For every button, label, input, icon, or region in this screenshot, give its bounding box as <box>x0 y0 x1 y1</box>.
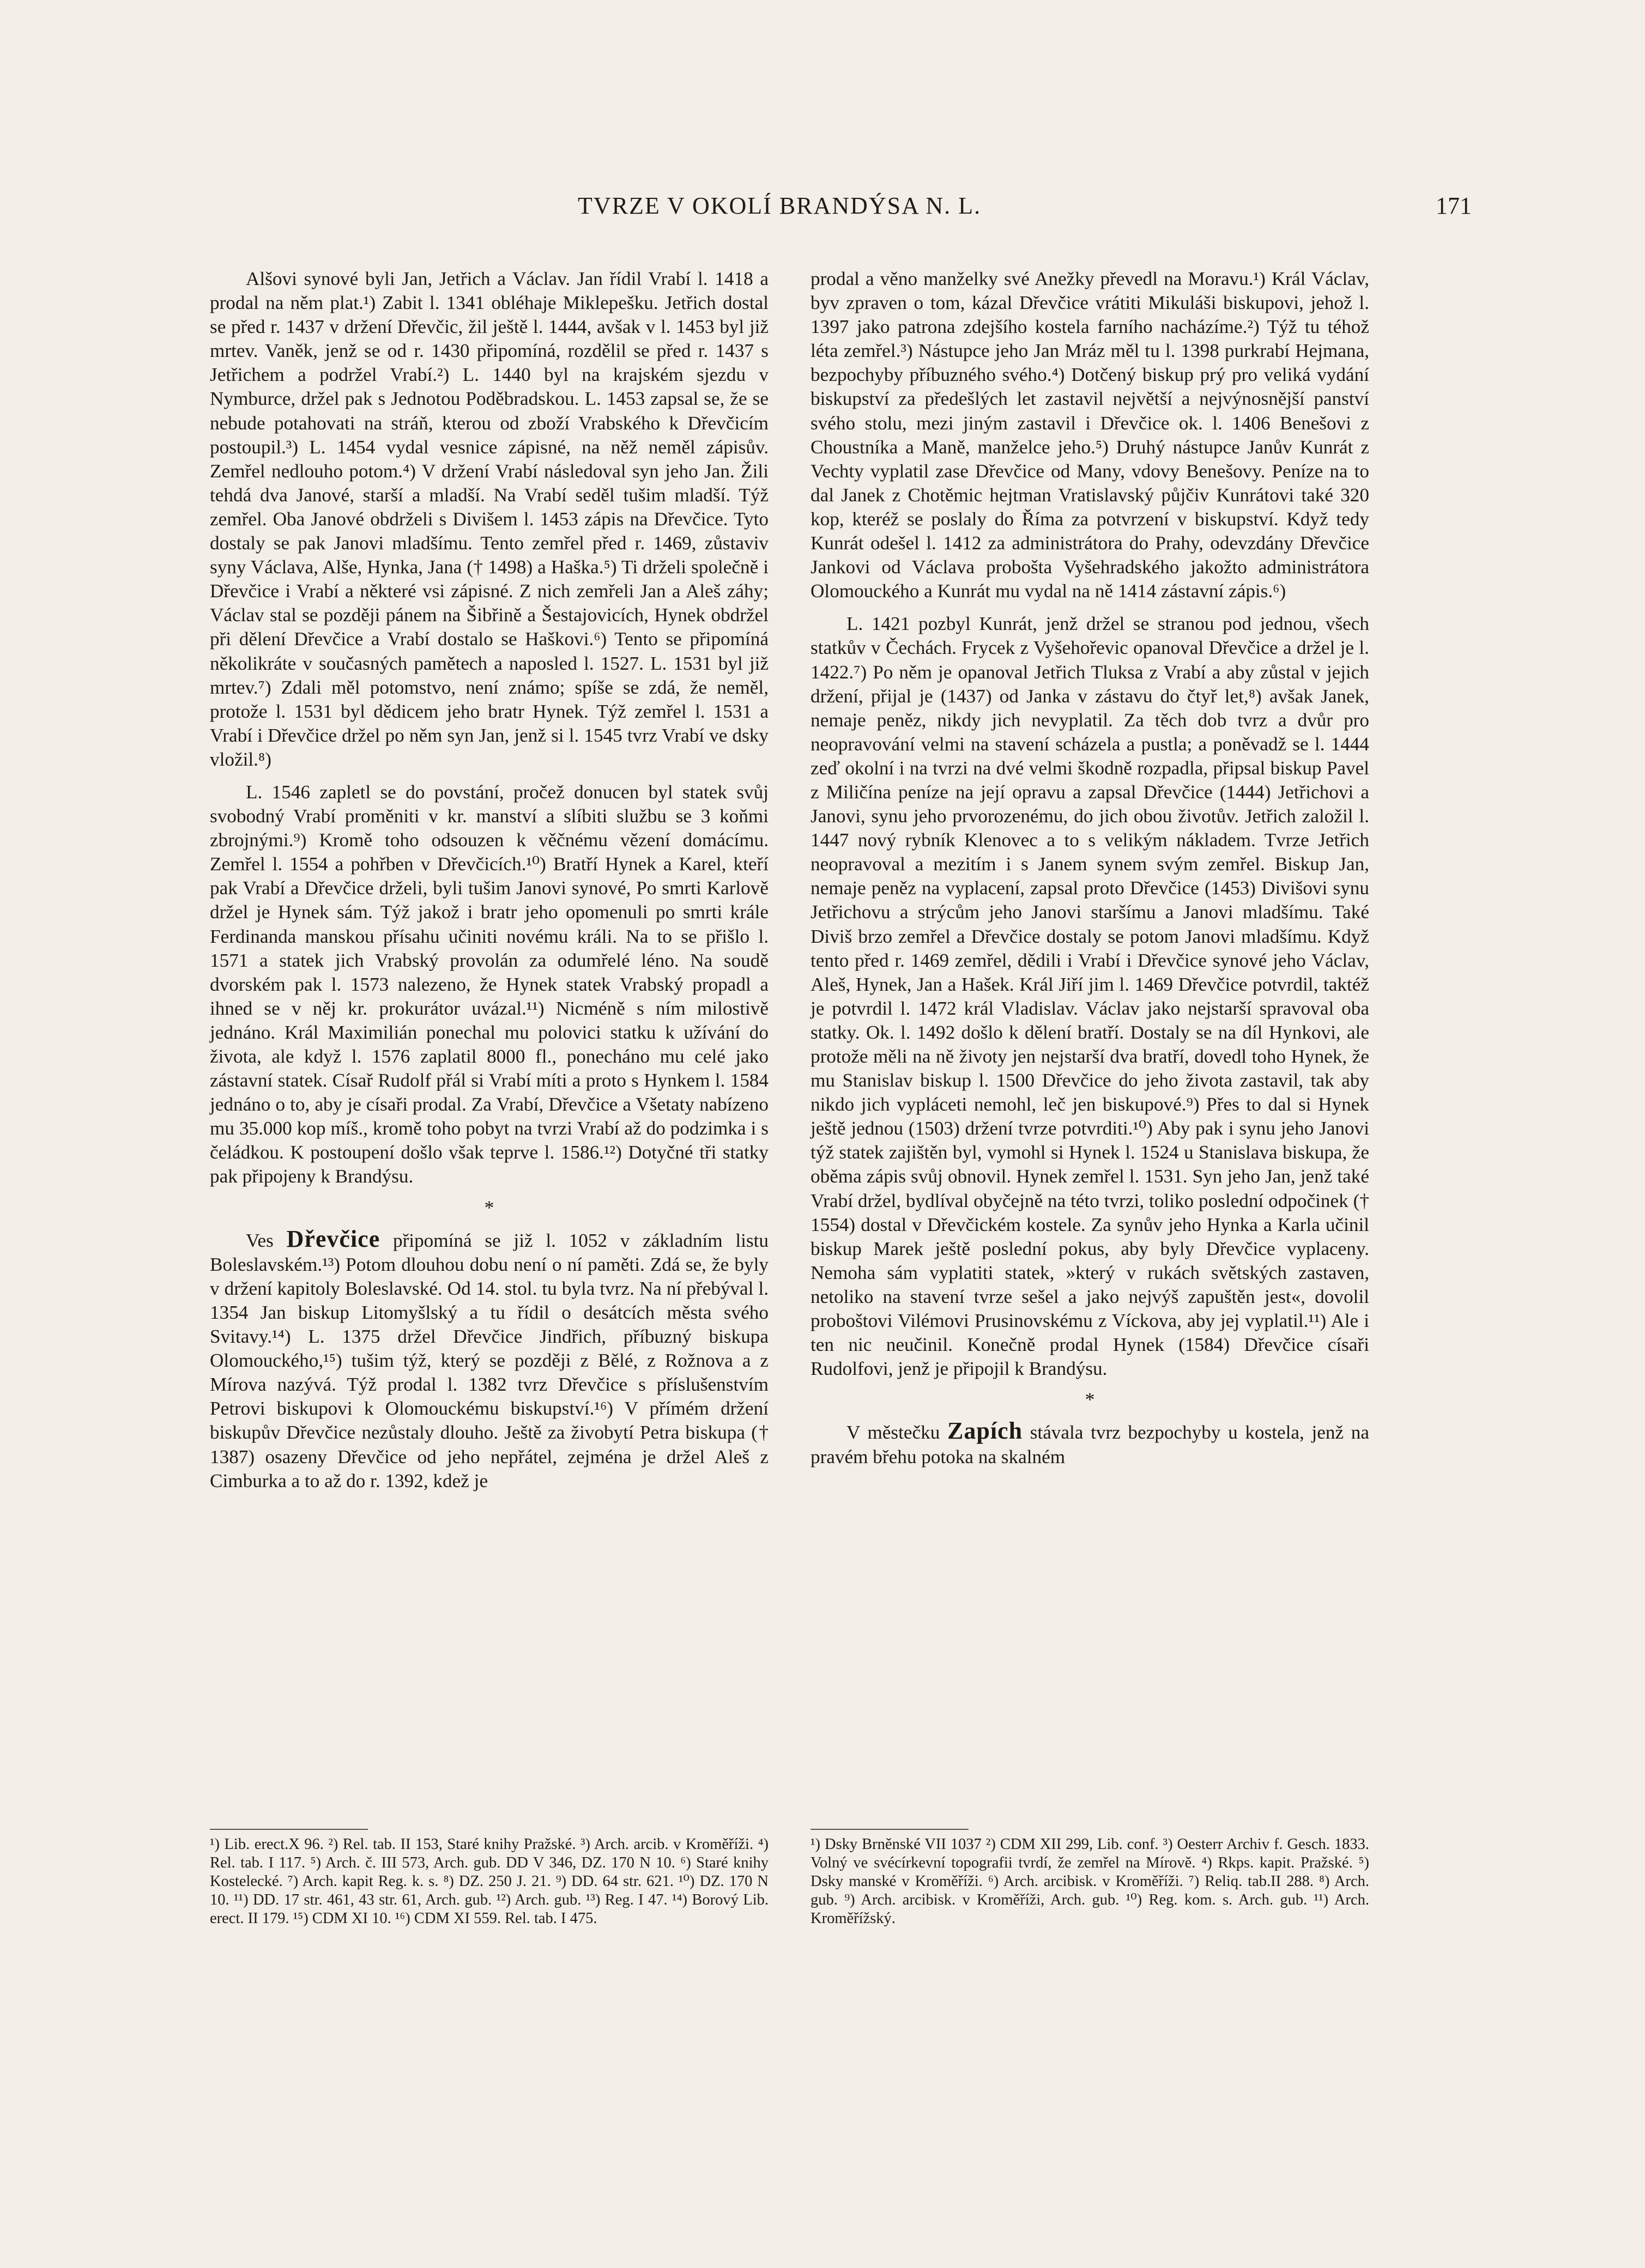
running-title: TVRZE V OKOLÍ BRANDÝSA N. L. <box>578 192 982 219</box>
page-number: 171 <box>1436 192 1472 219</box>
paragraph: Alšovi synové byli Jan, Jetřich a Václav. Jan řídil Vrabí l. 1418 a prodal na něm plat.¹) Zabit l. 1341 obléhaje Miklepešku. Jetřich dostal se před r. 1437 v držení Dřevčic, žil ještě l. 1444, avšak v l. 1453 byl již mrtev. Vaněk, jenž se od r. 1430 připomíná, rozdělil se před r. 1437 s Jetřichem a podržel Vrabí.²) L. 1440 byl na krajském sjezdu v Nymburce, držel pak s Jednotou Poděbradskou. L. 1453 zapsal se, že se nebude potahovati na stráň, kterou od zboží Vrabského k Dřevčicím postoupil.³) L. 1454 vydal vesnice zápisné, na něž neměl zápisův. Zemřel nedlouho potom.⁴) V držení Vrabí následoval syn jeho Jan. Žili tehdá dva Janové, starší a mladší. Na Vrabí seděl tušim mladší. Týž zemřel. Oba Janové obdrželi s Divišem l. 1453 zápis na Dřevčice. Tyto dostaly se pak Janovi mladšímu. Tento zemřel před r. 1469, zůstaviv syny Václava, Alše, Hynka, Jana († 1498) a Haška.⁵) Ti drželi společně i Dřevčice i Vrabí a některé vsi zápisné. Z nich zemřeli Jan a Aleš záhy; Václav stal se později pánem na Šibřině a Šestajovicích, Hynek obdržel při dělení Dřevčice a Vrabí dostalo se Haškovi.⁶) Tento se připomíná několikráte v současných pamětech a naposled l. 1527. L. 1531 byl již mrtev.⁷) Zdali měl potomstvo, není známo; spíše se zdá, že neměl, protože l. 1531 byl dědicem jeho bratr Hynek. Týž zemřel l. 1531 a Vrabí i Dřevčice držel po něm syn Jan, jenž si l. 1545 tvrz Vrabí ve dsky vložil.⁸) <box>210 268 769 770</box>
page-header <box>218 192 1472 225</box>
paragraph <box>811 1419 1369 1469</box>
paragraph <box>210 1227 769 1493</box>
footnote-rule <box>210 1829 368 1830</box>
place-name-heading: Zapích <box>947 1417 1023 1445</box>
footnote-rule <box>811 1829 969 1830</box>
paragraph: L. 1546 zapletl se do povstání, pročež donucen byl statek svůj svobodný Vrabí proměniti v kr. manství a slíbiti službu se 3 koňmi zbrojnými.⁹) Kromě toho odsouzen k věčnému vězení domácímu. Zemřel l. 1554 a pohřben v Dřevčicích.¹⁰) Bratří Hynek a Karel, kteří pak Vrabí a Dřevčice drželi, byli tušim Janovi synové, Po smrti Karlově držel je Hynek sám. Týž jakož i bratr jeho opomenuli po smrti krále Ferdinanda manskou přísahu učiniti novému králi. Na to se přišlo l. 1571 a statek jich Vrabský provolán za odumřelé léno. Na soudě dvorském pak l. 1573 nalezeno, že Hynek statek Vrabský propadl a ihned se v něj kr. prokurátor uvázal.¹¹) Nicméně s ním milostivě jednáno. Král Maximilián ponechal mu polovici statku k užívání do života, ale když l. 1576 zaplatil 8000 fl., ponecháno mu celé jako zástavní statek. Císař Rudolf přál si Vrabí míti a proto s Hynkem l. 1584 jednáno o to, aby je císaři prodal. Za Vrabí, Dřevčice a Všetaty nabízeno mu 35.000 kop míš., kromě toho pobyt na tvrzi Vrabí až do podzimka i s čeládkou. K postoupení došlo však teprve l. 1586.¹²) Dotyčné tři statky pak připojeny k Brandýsu. <box>210 781 769 1187</box>
paragraph: L. 1421 pozbyl Kunrát, jenž držel se stranou pod jednou, všech statkův v Čechách. Frycek z Vyšehořevic opanoval Dřevčice a držel je l. 1422.⁷) Po něm je opanoval Jetřich Tluksa z Vrabí a aby zůstal v jejich držení, přijal je (1437) od Janka v zástavu do čtyř let,⁸) avšak Janek, nemaje peněz, nikdy jich nevyplatil. Za těch dob tvrz a dvůr pro neopravování velmi na stavení scházela a pustla; a poněvadž se l. 1444 zeď okolní i na tvrzi na dvé velmi škodně rozpadla, připsal biskup Pavel z Miličína peníze na její opravu a zapsal Dřevčice (1444) Jetřichovi a Janovi, synu jeho prvorozenému, do jich obou životův. Jetřich založil l. 1447 nový rybník Klenovec a to s velikým nákladem. Tvrze Jetřich neopravoval a mezitím i s Janem synem svým zemřel. Biskup Jan, nemaje peněz na vyplacení, zapsal proto Dřevčice (1453) Divišovi synu Jetřichovu a strýcům jeho Janovi staršímu a Janovi mladšímu. Také Diviš brzo zemřel a Dřevčice dostaly se potom Janovi mladšímu. Když tento před r. 1469 zemřel, dědili i Vrabí i Dřevčice synové jeho Václav, Aleš, Hynek, Jan a Hašek. Král Jiří jim l. 1469 Dřevčice potvrdil, taktéž je potvrdil l. 1472 král Vladislav. Václav jako nejstarší spravoval oba statky. Ok. l. 1492 došlo k dělení bratří. Dostaly se na díl Hynkovi, ale protože měli na ně životy jen nejstarší dva bratří, dovedl toho Hynek, že mu Stanislav biskup l. 1500 Dřevčice do jeho života zastavil, tak aby nikdo jich vypláceti nemohl, leč jen biskupové.⁹) Přes to dal si Hynek ještě jednou (1503) držení tvrze potvrditi.¹⁰) Aby pak i synu jeho Janovi týž statek zajištěn byl, vymohl si Hynek l. 1524 u Stanislava biskupa, že oběma zápis svůj obnovil. Hynek zemřel l. 1531. Syn jeho Jan, jenž také Vrabí držel, bydlíval obyčejně na této tvrzi, toliko poslední odpočinek († 1554) dostal v Dřevčickém kostele. Za synův jeho Hynka a Karla učinil biskup Marek ještě poslední pokus, aby byly Dřevčice vyplaceny. Nemoha sám vyplatiti statek, »který v rukách světských zastaven, netoliko na stavení tvrze sešel a jako nejvýš zapuštěn jest«, dovolil proboštovi Vilémovi Prusinovskému z Víckova, aby jej vyplatil.¹¹) Ale i ten nic neučinil. Konečně prodal Hynek (1584) Dřevčice císaři Rudolfovi, jenž je připojil k Brandýsu. <box>811 613 1369 1380</box>
paragraph-text: připomíná se již l. 1052 v základním listu Boleslavském.¹³) Potom dlouhou dobu není o ní paměti. Zdá se, že byly v držení kapitoly Boleslavské. Od 14. stol. tu byla tvrz. Na ní přebýval l. 1354 Jan biskup Litomyšlský a tu řídil o desátcích města svého Svitavy.¹⁴) L. 1375 držel Dřevčice Jindřich, příbuzný biskupa Olomouckého,¹⁵) tušim týž, který se později z Bělé, z Rožnova a z Mírova nazývá. Týž prodal l. 1382 tvrz Dřevčice s příslušenstvím Petrovi biskupovi k Olomouckému biskupství.¹⁶) V přímém držení biskupův Dřevčice nezůstaly dlouho. Ještě za živobytí Petra biskupa († 1387) osazeny Dřevčice od jeho nepřátel, zejména je držel Aleš z Cimburka a to až do r. 1392, kdež je <box>210 1229 769 1491</box>
paragraph-start: V městečku <box>846 1422 940 1444</box>
place-name-heading: Dřevčice <box>286 1225 380 1252</box>
paragraph-text: stávala tvrz bezpochyby u kostela, jenž na pravém břehu potoka na skalném <box>811 1422 1369 1467</box>
footnotes-right: ¹) Dsky Brněnské VII 1037 ²) CDM XII 299, Lib. conf. ³) Oesterr Archiv f. Gesch. 1833. Volný ve svécírkevní topografii tvrdí, že zemřel na Mírově. ⁴) Rkps. kapit. Pražské. ⁵) Dsky manské v Kroměříži. ⁶) Arch. arcibisk. v Kroměříži. ⁷) Reliq. tab.II 288. ⁸) Arch. gub. ⁹) Arch. arcibisk. v Kroměříži, Arch. gub. ¹⁰) Reg. kom. s. Arch. gub. ¹¹) Arch. Kroměřížský. <box>811 1836 1369 1927</box>
section-divider: * <box>1085 1388 1095 1411</box>
right-column <box>811 267 1369 1469</box>
section-divider: * <box>484 1196 494 1218</box>
paragraph-start: Ves <box>246 1229 274 1251</box>
paragraph: prodal a věno manželky své Anežky převedl na Moravu.¹) Král Václav, byv zpraven o tom, kázal Dřevčice vrátiti Mikuláši biskupovi, jehož l. 1397 jako patrona zdejšího kostela farního nacházíme.²) Týž tu téhož léta zemřel.³) Nástupce jeho Jan Mráz měl tu l. 1398 purkrabí Hejmana, bezpochyby příbuzného svého.⁴) Dotčený biskup prý pro veliká vydání biskupství za předešlých let zastavil největší a nejvýnosnější panství svého stolu, mezi jiným zastavil i Dřevčice ok. l. 1406 Benešovi z Choustníka a Maně, manželce jeho.⁵) Druhý nástupce Janův Kunrát z Vechty vyplatil zase Dřevčice od Many, vdovy Benešovy. Peníze na to dal Janek z Chotěmic hejtman Vratislavský půjčiv Kunrátovi také 320 kop, kteréž se poslaly do Říma za potvrzení v biskupství. Když tedy Kunrát odešel l. 1412 za administrátora do Prahy, odevzdány Dřevčice Jankovi od Václava probošta Vyšehradského jakožto administrátora Olomouckého a Kunrát mu vydal na ně 1414 zástavní zápis.⁶) <box>811 268 1369 602</box>
left-column <box>210 267 769 1493</box>
footnotes-left: ¹) Lib. erect.X 96. ²) Rel. tab. II 153, Staré knihy Pražské. ³) Arch. arcib. v Kroměříži. ⁴) Rel. tab. I 117. ⁵) Arch. č. III 573, Arch. gub. DD V 346, DZ. 170 N 10. ⁶) Staré knihy Kostelecké. ⁷) Arch. kapit Reg. k. s. ⁸) DZ. 250 J. 21. ⁹) DD. 64 str. 621. ¹⁰) DZ. 170 N 10. ¹¹) DD. 17 str. 461, 43 str. 61, Arch. gub. ¹²) Arch. gub. ¹³) Reg. I 47. ¹⁴) Borový Lib. erect. II 179. ¹⁵) CDM XI 10. ¹⁶) CDM XI 559. Rel. tab. I 475. <box>210 1836 769 1927</box>
